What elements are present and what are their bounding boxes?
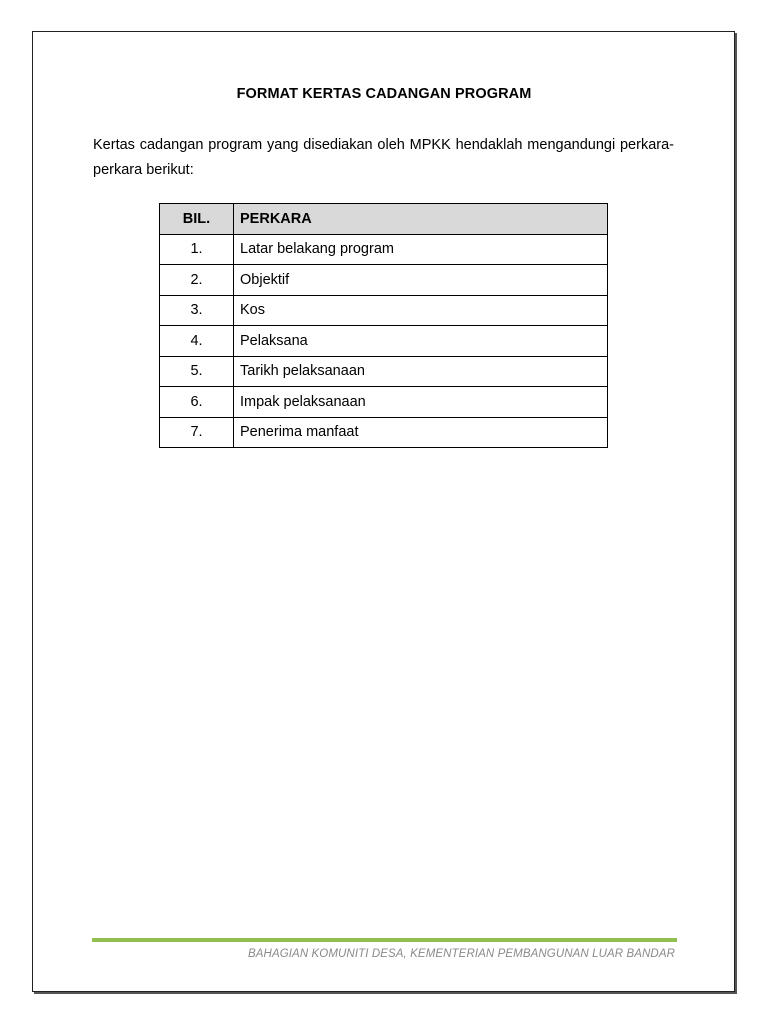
table-row bbox=[160, 234, 608, 265]
header-bil: BIL. bbox=[160, 204, 234, 235]
table-row bbox=[160, 417, 608, 448]
row-number: 5. bbox=[160, 356, 234, 387]
footer-text: BAHAGIAN KOMUNITI DESA, KEMENTERIAN PEMBANGUNAN LUAR BANDAR bbox=[248, 948, 675, 960]
row-item: Pelaksana bbox=[234, 326, 608, 357]
row-number: 1. bbox=[160, 234, 234, 265]
table-row bbox=[160, 265, 608, 296]
intro-paragraph: Kertas cadangan program yang disediakan oleh MPKK hendaklah mengandungi perkara-perkara berikut: bbox=[93, 137, 674, 178]
table-row bbox=[160, 356, 608, 387]
items-table bbox=[159, 203, 608, 448]
row-item: Tarikh pelaksanaan bbox=[234, 356, 608, 387]
row-item: Impak pelaksanaan bbox=[234, 387, 608, 418]
row-item: Objektif bbox=[234, 265, 608, 296]
table-row bbox=[160, 295, 608, 326]
row-number: 7. bbox=[160, 417, 234, 448]
table-row bbox=[160, 326, 608, 357]
row-item: Penerima manfaat bbox=[234, 417, 608, 448]
header-perkara: PERKARA bbox=[234, 204, 608, 235]
row-number: 4. bbox=[160, 326, 234, 357]
footer-rule bbox=[92, 938, 677, 942]
table-header-row bbox=[160, 204, 608, 235]
table-row bbox=[160, 387, 608, 418]
row-number: 3. bbox=[160, 295, 234, 326]
row-number: 2. bbox=[160, 265, 234, 296]
row-number: 6. bbox=[160, 387, 234, 418]
row-item: Latar belakang program bbox=[234, 234, 608, 265]
row-item: Kos bbox=[234, 295, 608, 326]
document-title: FORMAT KERTAS CADANGAN PROGRAM bbox=[236, 86, 532, 102]
